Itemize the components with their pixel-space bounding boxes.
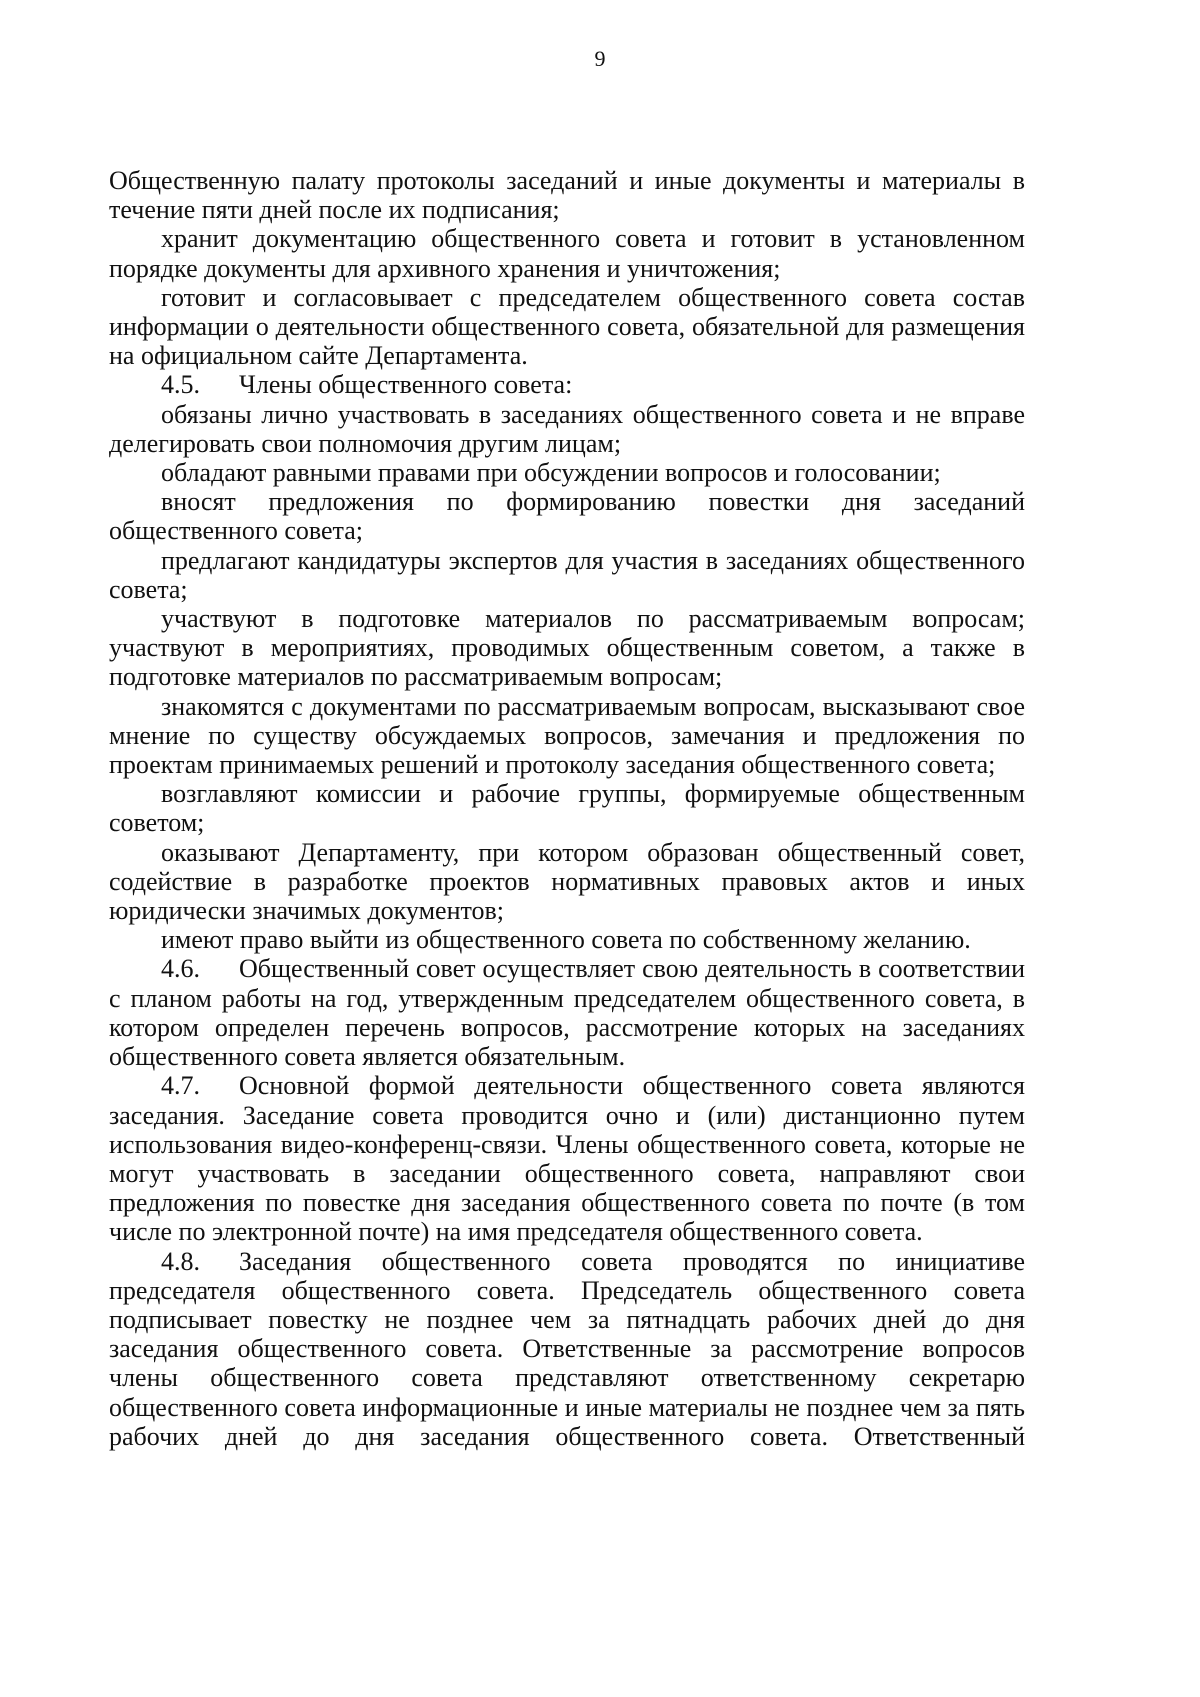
- paragraph: [109, 546, 1025, 604]
- clause-paragraph: [109, 1071, 1025, 1246]
- paragraph: [109, 925, 1025, 954]
- paragraph: [109, 779, 1025, 837]
- clause-number: 4.5.: [161, 370, 200, 400]
- paragraph: [109, 166, 1025, 224]
- paragraph-text: обладают равными правами при обсуждении вопросов и голосовании;: [161, 458, 941, 488]
- clause-paragraph: [109, 954, 1025, 1071]
- paragraph: [109, 692, 1025, 780]
- paragraph-text: готовит и согласовывает с председателем общественного совета состав информации о деятельности общественного совета, обязательной для размещения на официальном сайте Департамента.: [109, 282, 1025, 371]
- paragraph-text: хранит документацию общественного совета и готовит в установленном порядке документы для архивного хранения и уничтожения;: [109, 224, 1025, 283]
- paragraph-text: участвуют в подготовке материалов по рассматриваемым вопросам; участвуют в мероприятиях, проводимых общественным советом, а также в подготовке материалов по рассматриваемым вопросам;: [109, 604, 1025, 692]
- paragraph-text: знакомятся с документами по рассматриваемым вопросам, высказывают свое мнение по существу обсуждаемых вопросов, замечания и предложения по проектам принимаемых решений и протоколу заседания общественного совета;: [109, 691, 1025, 780]
- paragraph-text: Общественный совет осуществляет свою деятельность в соответствии с планом работы на год, утвержденным председателем общественного совета, в котором определен перечень вопросов, рассмотрение которых на заседаниях общественного совета является обязательным.: [109, 954, 1025, 1072]
- paragraph-text: вносят предложения по формированию повестки дня заседаний общественного совета;: [109, 487, 1025, 546]
- page-number: 9: [594, 46, 606, 71]
- paragraph: [109, 458, 1025, 487]
- paragraph-text: возглавляют комиссии и рабочие группы, формируемые общественным советом;: [109, 779, 1025, 838]
- paragraph: [109, 283, 1025, 371]
- paragraph-text: обязаны лично участвовать в заседаниях общественного совета и не вправе делегировать свои полномочия другим лицам;: [109, 399, 1025, 458]
- clause-number: 4.6.: [161, 954, 200, 984]
- paragraph-text: предлагают кандидатуры экспертов для участия в заседаниях общественного совета;: [109, 545, 1025, 604]
- clause-number: 4.7.: [161, 1071, 200, 1101]
- paragraph: [109, 604, 1025, 692]
- paragraph: [109, 224, 1025, 282]
- clause-paragraph: [109, 1247, 1025, 1451]
- paragraph-text: Общественную палату протоколы заседаний и иные документы и материалы в течение пяти дней после их подписания;: [109, 166, 1025, 225]
- paragraph-text: Основной формой деятельности общественного совета являются заседания. Заседание совета проводится очно и (или) дистанционно путем использования видео-конференц-связи. Члены общественного совета, которые не могут участвовать в заседании общественного совета, направляют свои предложения по повестке дня заседания общественного совета по почте (в том числе по электронной почте) на имя председателя общественного совета.: [109, 1071, 1025, 1247]
- paragraph-text: Заседания общественного совета проводятся по инициативе председателя общественного совета. Председатель общественного совета подписывает повестку не позднее чем за пятнадцать рабочих дней до дня заседания общественного совета. Ответственные за рассмотрение вопросов члены общественного совета представляют ответственному секретарю общественного совета информационные и иные материалы не позднее чем за пять рабочих дней до дня заседания общественного совета. Ответственный: [109, 1246, 1025, 1451]
- clause-number: 4.8.: [161, 1246, 200, 1276]
- paragraph: [109, 487, 1025, 545]
- paragraph: [109, 838, 1025, 926]
- paragraph: [109, 400, 1025, 458]
- paragraph-text: оказывают Департаменту, при котором образован общественный совет, содействие в разработке проектов нормативных правовых актов и иных юридически значимых документов;: [109, 837, 1025, 926]
- document-body: [109, 166, 1025, 1451]
- clause-paragraph: [109, 370, 1025, 399]
- paragraph-text: Члены общественного совета:: [239, 370, 573, 400]
- paragraph-text: имеют право выйти из общественного совета по собственному желанию.: [161, 925, 971, 955]
